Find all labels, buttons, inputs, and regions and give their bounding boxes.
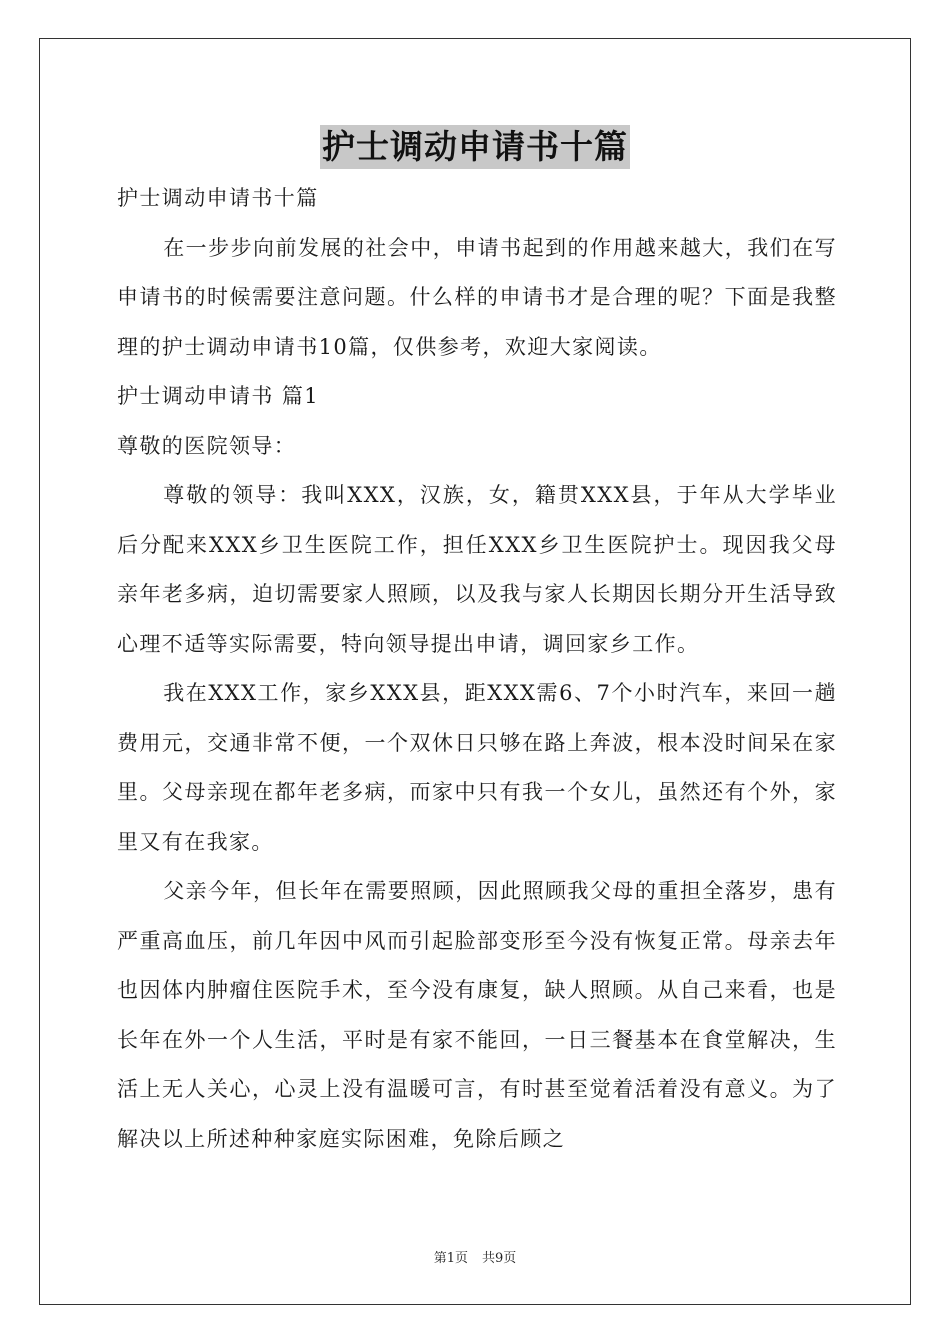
title-container (0, 125, 950, 169)
subtitle-line: 护士调动申请书十篇 (117, 186, 319, 210)
page-footer (0, 1247, 950, 1266)
document-title: 护士调动申请书十篇 (320, 125, 630, 169)
section-heading: 护士调动申请书 篇1 (117, 384, 320, 408)
intro-paragraph: 在一步步向前发展的社会中，申请书起到的作用越来越大，我们在写申请书的时候需要注意问题。什么样的申请书才是合理的呢？下面是我整理的护士调动申请书10篇，仅供参考，欢迎大家阅读。 (117, 235, 837, 359)
page-number: 第1页 (433, 1251, 468, 1266)
page-total: 共9页 (482, 1251, 517, 1266)
document-body (117, 174, 837, 1164)
body-paragraph-2: 我在XXX工作，家乡XXX县，距XXX需6、7个小时汽车，来回一趟费用元，交通非常不便，一个双休日只够在路上奔波，根本没时间呆在家里。父母亲现在都年老多病，而家中只有我一个女儿，虽然还有个外，家里又有在我家。 (117, 681, 837, 854)
body-paragraph-1: 尊敬的领导：我叫XXX，汉族，女，籍贯XXX县，于年从大学毕业后分配来XXX乡卫生医院工作，担任XXX乡卫生医院护士。现因我父母亲年老多病，迫切需要家人照顾，以及我与家人长期因长期分开生活导致心理不适等实际需要，特向领导提出申请，调回家乡工作。 (117, 483, 837, 656)
body-paragraph-3: 父亲今年，但长年在需要照顾，因此照顾我父母的重担全落岁，患有严重高血压，前几年因中风而引起脸部变形至今没有恢复正常。母亲去年也因体内肿瘤住医院手术，至今没有康复，缺人照顾。从自己来看，也是长年在外一个人生活，平时是有家不能回，一日三餐基本在食堂解决，生活上无人关心，心灵上没有温暖可言，有时甚至觉着活着没有意义。为了解决以上所述种种家庭实际困难，免除后顾之 (117, 879, 837, 1151)
salutation: 尊敬的医院领导： (117, 433, 297, 458)
